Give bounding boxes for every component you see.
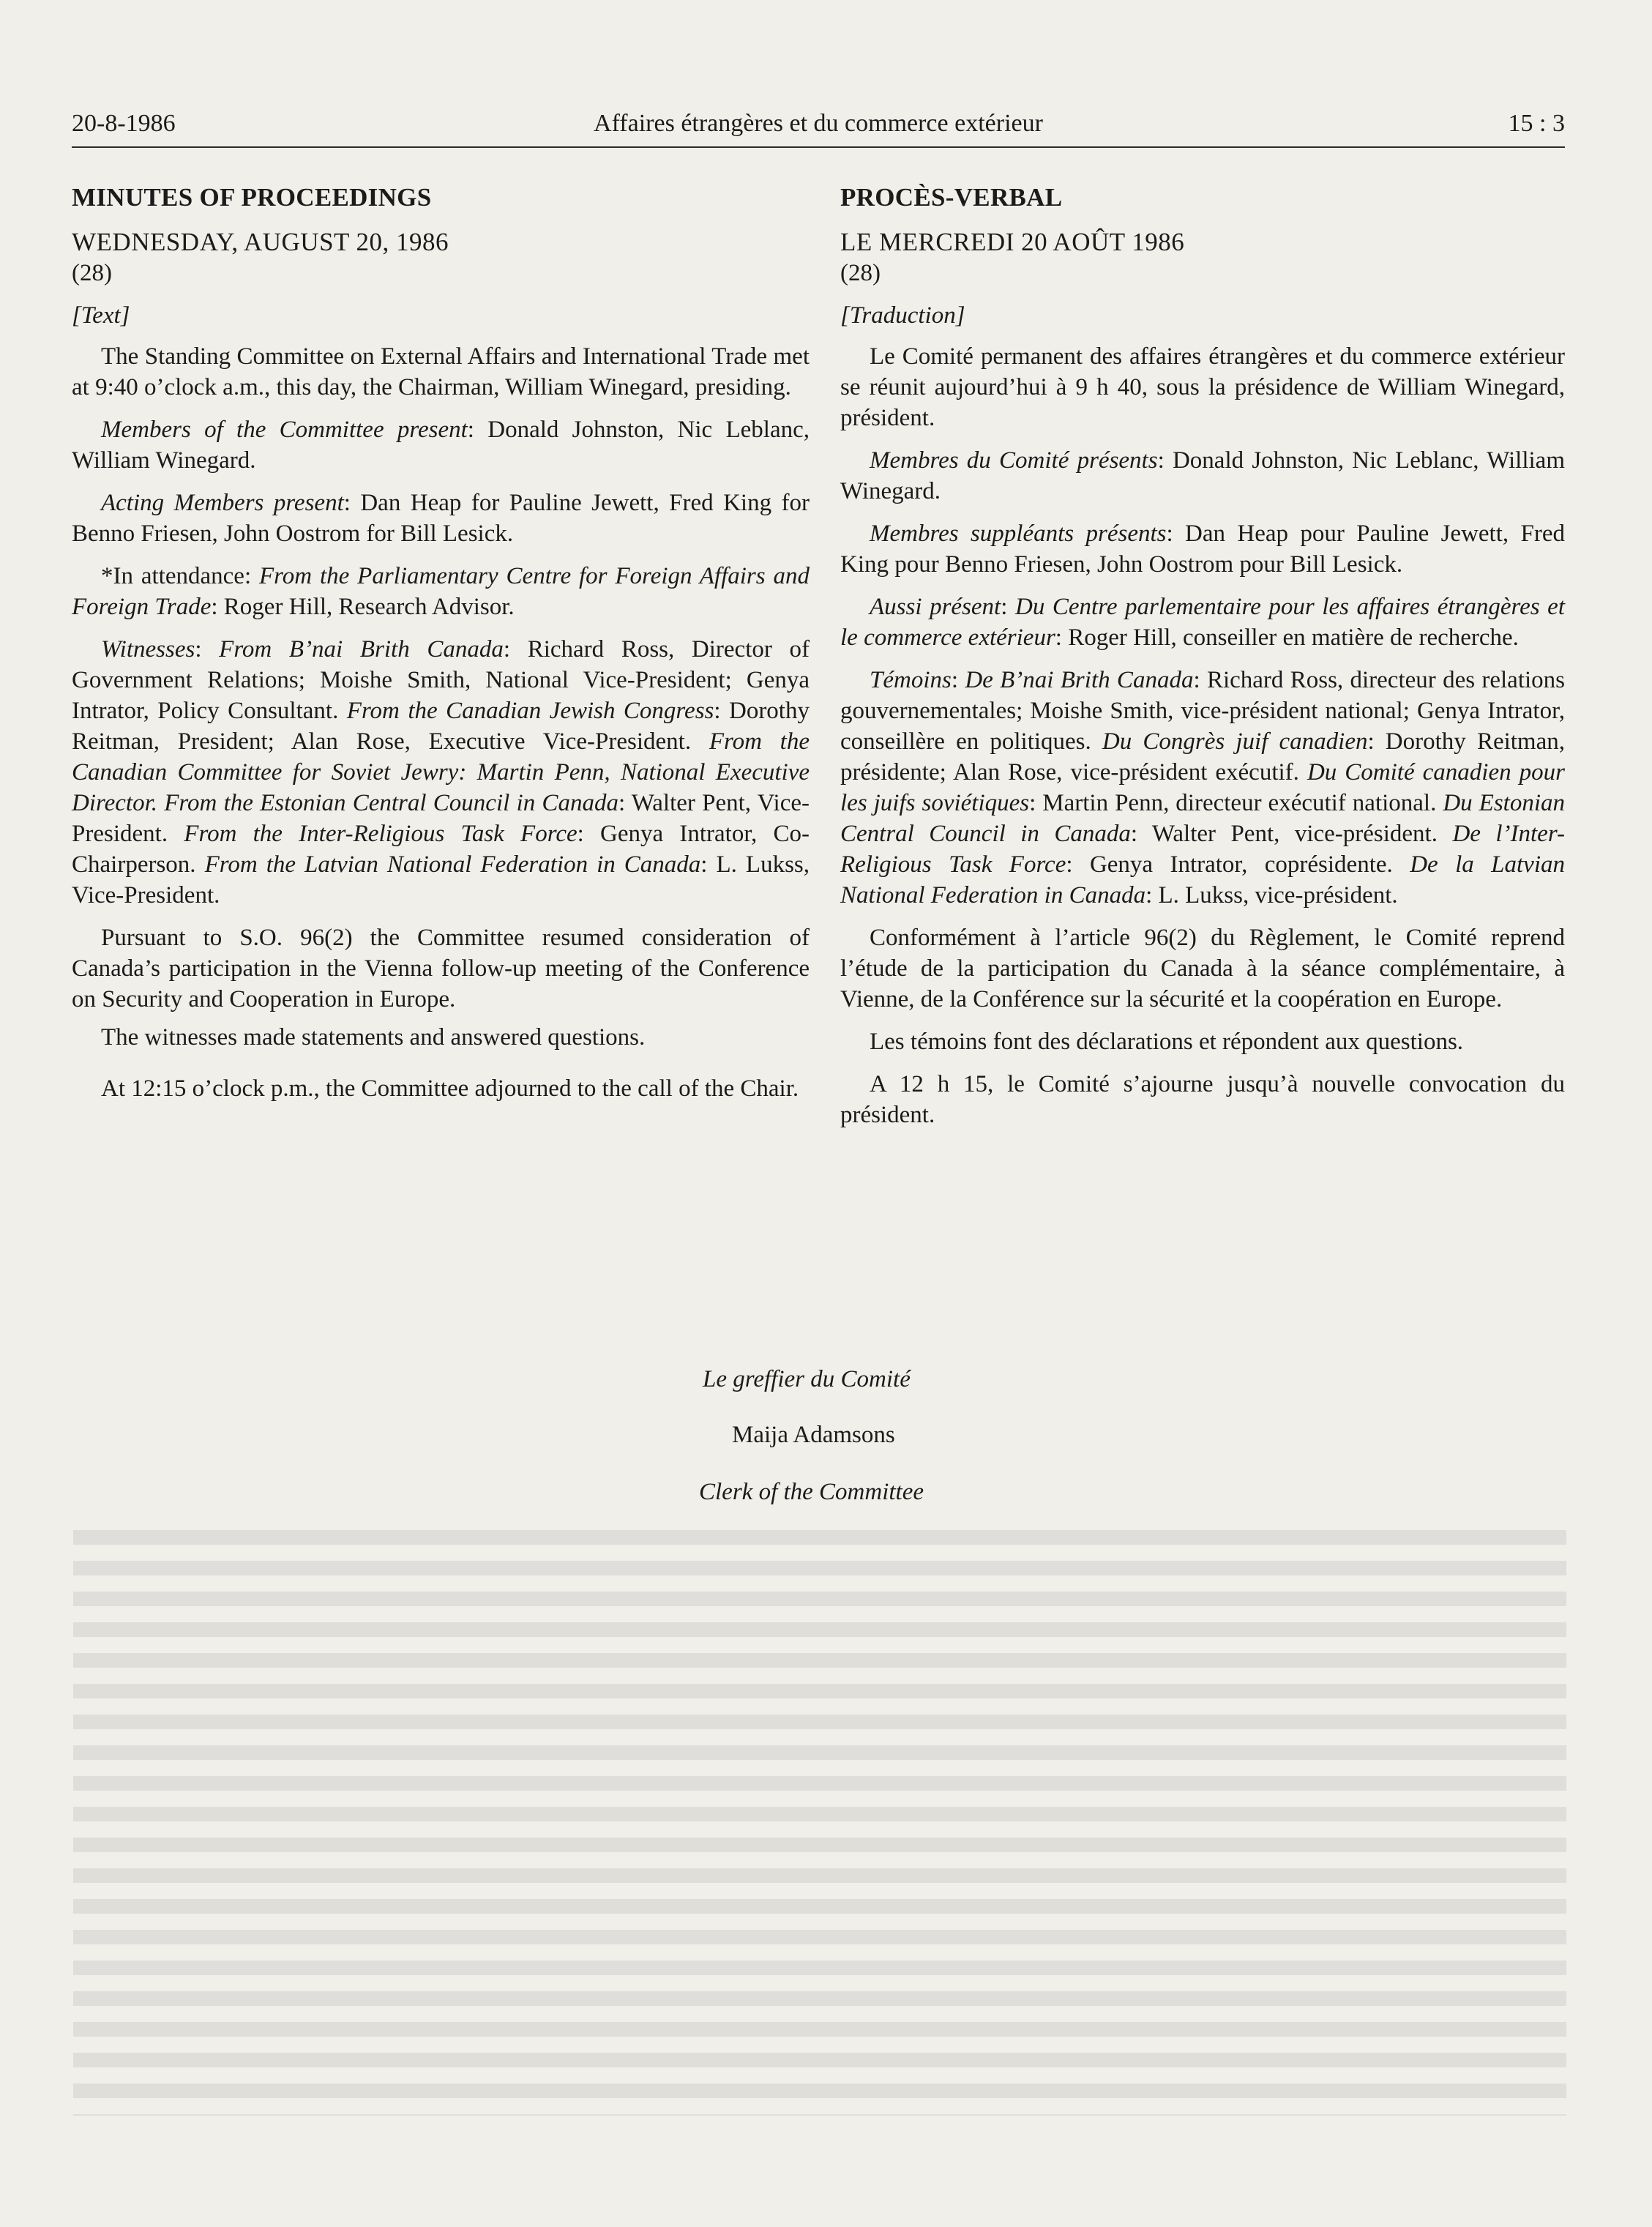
english-date: WEDNESDAY, AUGUST 20, 1986 — [72, 228, 449, 256]
english-tag: [Text] — [72, 302, 130, 329]
signature-title-english: Clerk of the Committee — [699, 1479, 924, 1505]
page-header — [72, 110, 1565, 148]
french-date: LE MERCREDI 20 AOÛT 1986 — [840, 228, 1185, 256]
english-witnesses: Witnesses: From B’nai Brith Canada: Richard Ross, Director of Government Relations; Moishe Smith, National Vice-President; Genya Intrator, Policy Consultant. From the Canadian Jewish Congress: Dorothy Reitman, President; Alan Rose, Executive Vice-President. From the Canadian Committee for Soviet Jewry: Martin Penn, National Executive Director. From the Estonian Central Council in Canada: Walter Pent, Vice-President. From the Inter-Religious Task Force: Genya Intrator, Co-Chairperson. From the Latvian National Federation in Canada: L. Lukss, Vice-President. — [72, 636, 810, 909]
french-acting-members: Membres suppléants présents: Dan Heap pour Pauline Jewett, Fred King pour Benno Friesen, John Oostrom pour Bill Lesick. — [840, 521, 1566, 578]
french-also-present: Aussi présent: Du Centre parlementaire pour les affaires étrangères et le commerce extérieur: Roger Hill, conseiller en matière de recherche. — [840, 594, 1565, 651]
french-opening-paragraph: Le Comité permanent des affaires étrangères et du commerce extérieur se réunit aujourd’hui à 9 h 40, sous la présidence de William Winegard, président. — [840, 343, 1565, 431]
french-column — [840, 182, 1565, 1142]
french-members-present: Membres du Comité présents: Donald Johnston, Nic Leblanc, William Winegard. — [840, 447, 1566, 504]
signature-title-french: Le greffier du Comité — [703, 1366, 911, 1392]
english-members-present: Members of the Committee present: Donald Johnston, Nic Leblanc, William Winegard. — [72, 417, 810, 474]
header-title: Affaires étrangères et du commerce extérieur — [594, 110, 1043, 137]
french-tag: [Traduction] — [840, 302, 965, 329]
english-pursuant-paragraph: Pursuant to S.O. 96(2) the Committee resumed consideration of Canada’s participation in the Vienna follow-up meeting of the Conference on Security and Cooperation in Europe. — [72, 925, 810, 1012]
show-through-texture — [73, 1530, 1566, 2116]
french-meeting-number: (28) — [840, 260, 881, 286]
english-in-attendance: *In attendance: From the Parliamentary Centre for Foreign Affairs and Foreign Trade: Roger Hill, Research Advisor. — [72, 563, 810, 620]
english-adjournment: At 12:15 o’clock p.m., the Committee adjourned to the call of the Chair. — [101, 1075, 799, 1102]
english-heading: MINUTES OF PROCEEDINGS — [72, 183, 432, 212]
french-heading: PROCÈS-VERBAL — [840, 183, 1063, 212]
header-page-number: 15 : 3 — [1508, 110, 1565, 137]
english-acting-members: Acting Members present: Dan Heap for Pauline Jewett, Fred King for Benno Friesen, John Oostrom for Bill Lesick. — [72, 490, 810, 547]
english-column — [72, 182, 810, 1116]
english-meeting-number: (28) — [72, 260, 112, 286]
header-date: 20-8-1986 — [72, 110, 176, 137]
english-statements: The witnesses made statements and answered questions. — [101, 1024, 646, 1051]
french-witnesses: Témoins: De B’nai Brith Canada: Richard Ross, directeur des relations gouvernementales; Moishe Smith, vice-président national; Genya Intrator, conseillère en politiques. Du Congrès juif canadien: Dorothy Reitman, présidente; Alan Rose, vice-président exécutif. Du Comité canadien pour les juifs soviétiques: Martin Penn, directeur exécutif national. Du Estonian Central Council in Canada: Walter Pent, vice-président. De l’Inter-Religious Task Force: Genya Intrator, coprésidente. De la Latvian National Federation in Canada: L. Lukss, vice-président. — [840, 667, 1566, 909]
french-adjournment: A 12 h 15, le Comité s’ajourne jusqu’à nouvelle convocation du président. — [840, 1071, 1565, 1128]
signature-name: Maija Adamsons — [732, 1422, 895, 1448]
english-opening-paragraph: The Standing Committee on External Affairs and International Trade met at 9:40 o’clock a.m., this day, the Chairman, William Winegard, presiding. — [72, 343, 810, 400]
french-pursuant-paragraph: Conformément à l’article 96(2) du Règlement, le Comité reprend l’étude de la participation du Canada à la séance complémentaire, à Vienne, de la Conférence sur la sécurité et la coopération en Europe. — [840, 925, 1565, 1012]
french-statements: Les témoins font des déclarations et répondent aux questions. — [870, 1029, 1464, 1055]
